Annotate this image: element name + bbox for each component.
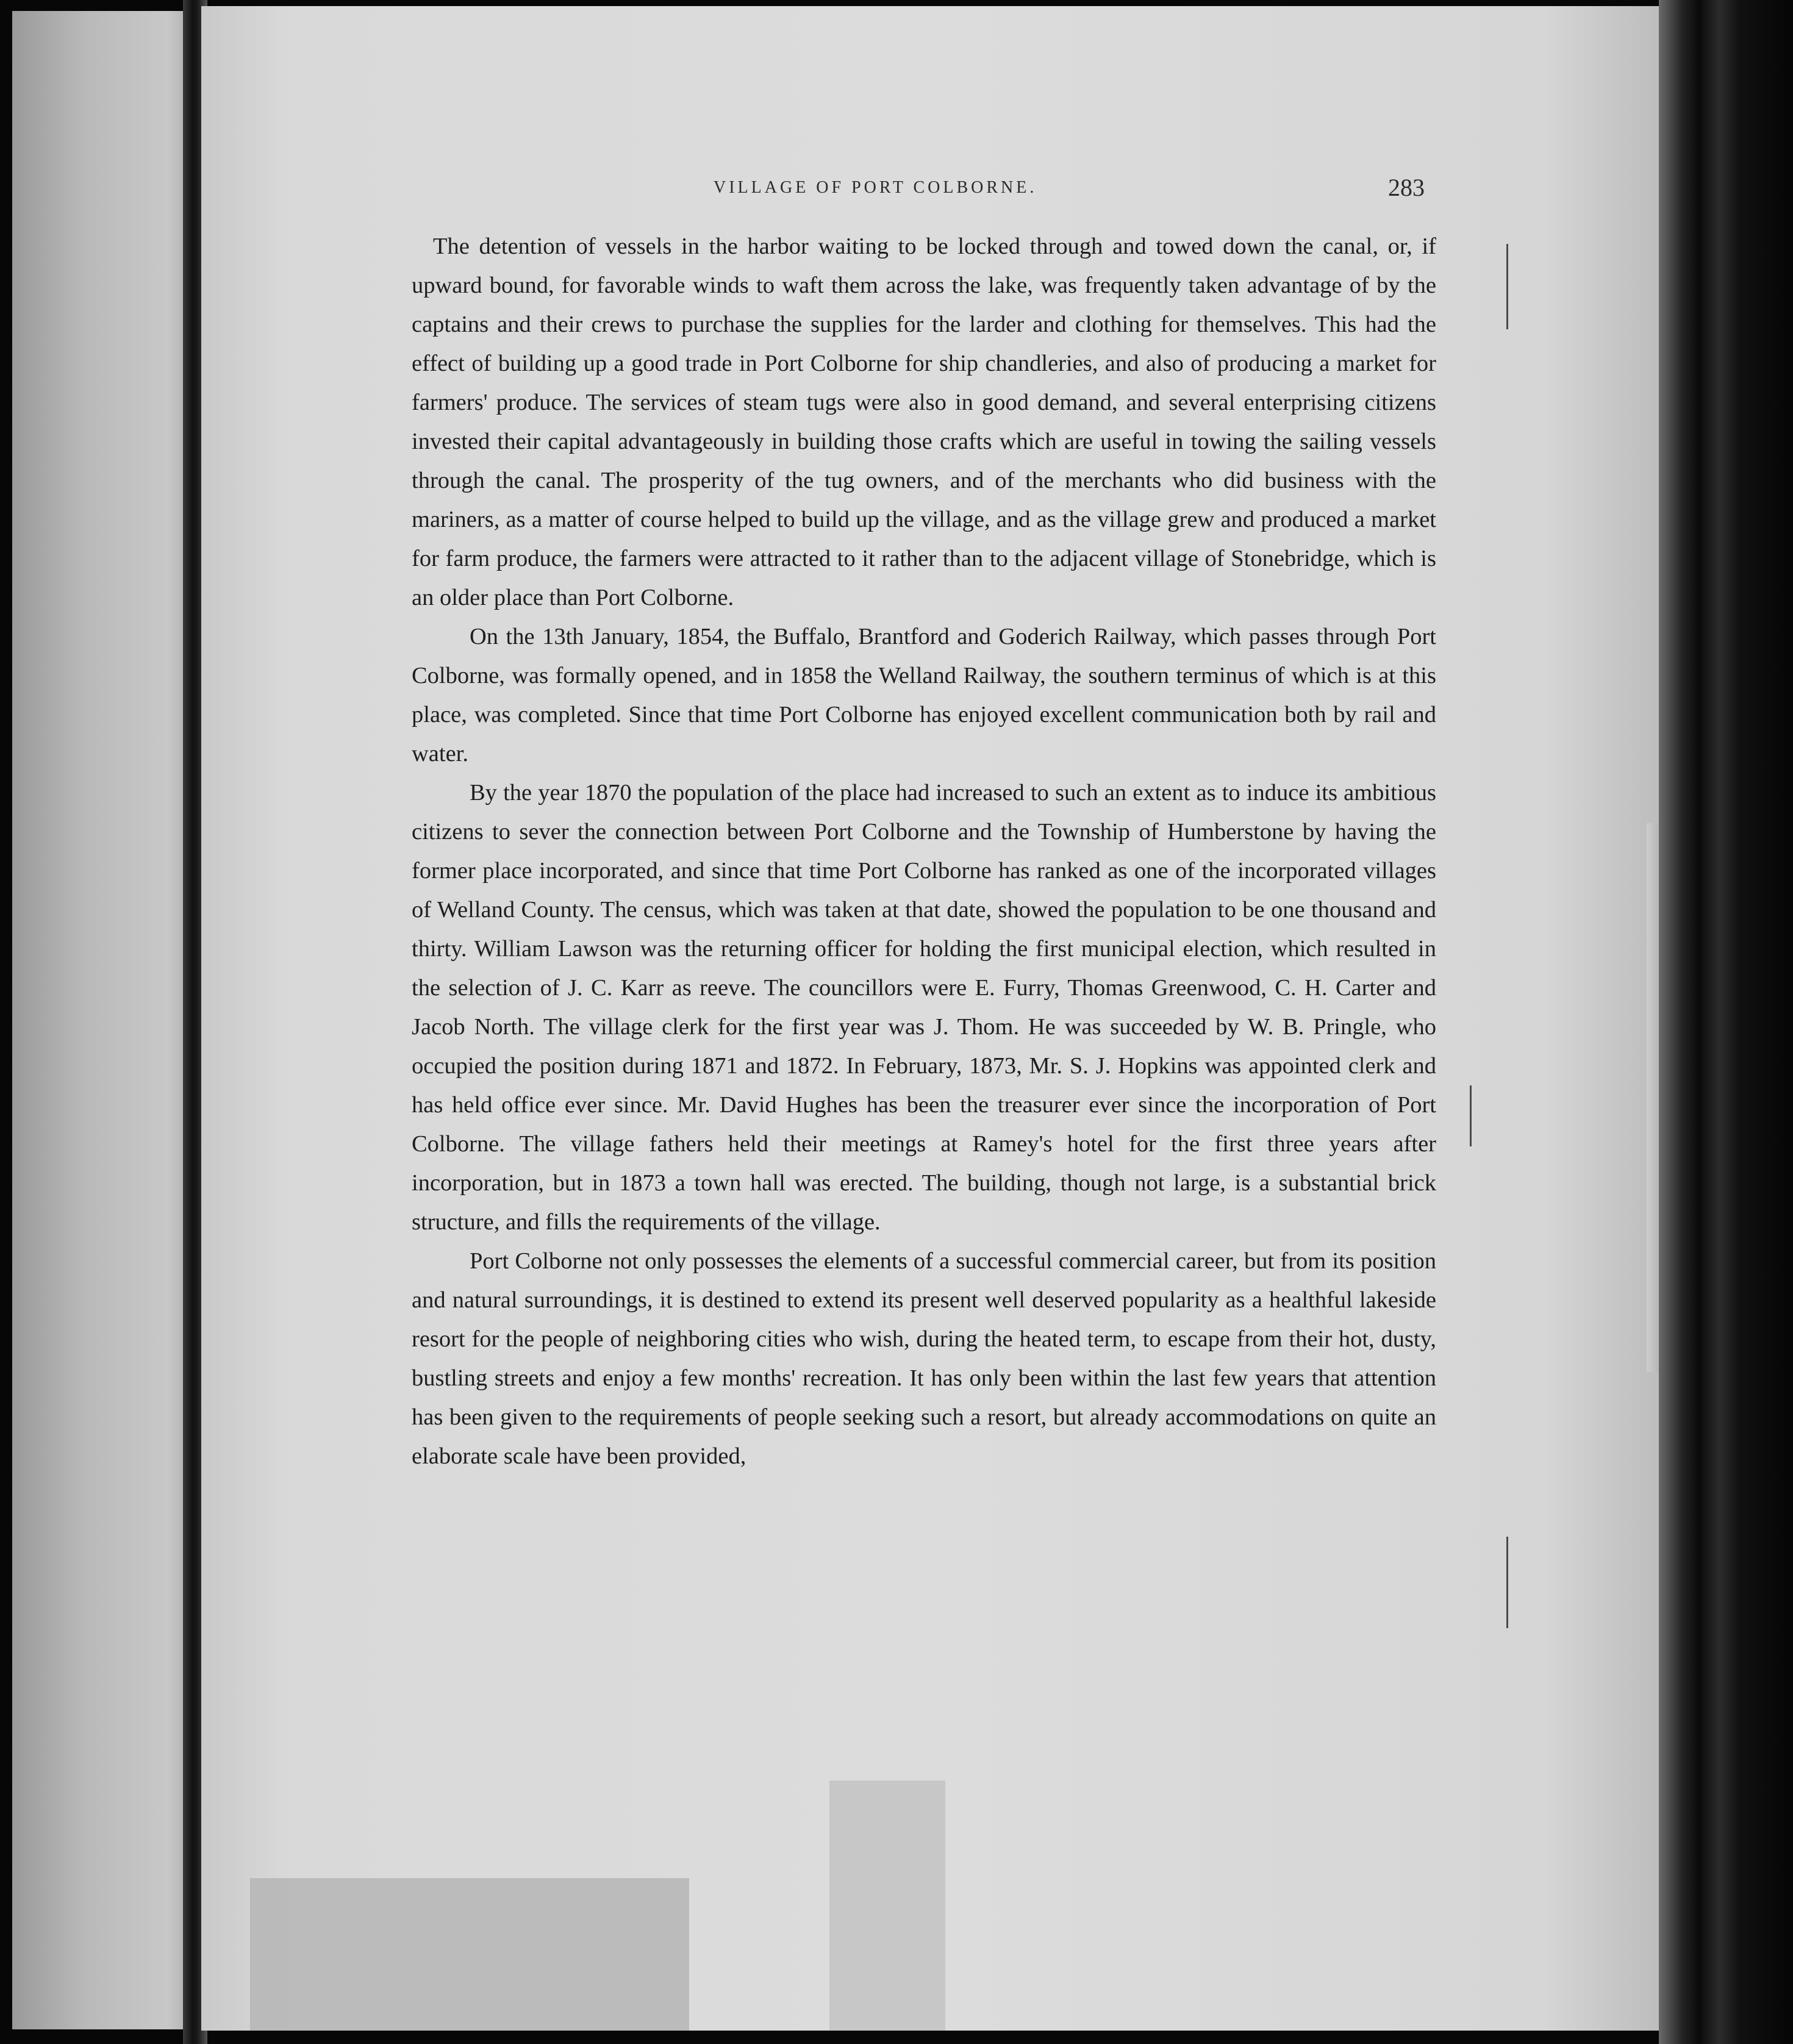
book-cover-edge	[1659, 0, 1793, 2044]
tape-patch-middle	[829, 1781, 945, 2031]
paragraph: On the 13th January, 1854, the Buffalo, Brantford and Goderich Railway, which passes through Port Colborne, was formally opened, and in 1858 the Welland Railway, the southern terminus of which is at this place, was completed. Since that time Port Colborne has enjoyed excellent communication both by rail and water.	[412, 624, 1436, 766]
left-facing-page	[12, 11, 195, 2029]
running-head: VILLAGE OF PORT COLBORNE.	[714, 178, 1037, 197]
paragraph: By the year 1870 the population of the place had increased to such an extent as to induce its ambitious citizens to sever the connection between Port Colborne and the Township of Humberstone by having the former place incorporated, and since that time Port Colborne has ranked as one of the incorporated villages of Welland County. The census, which was taken at that date, showed the population to be one thousand and thirty. William Lawson was the returning officer for holding the first municipal election, which resulted in the selection of J. C. Karr as reeve. The councillors were E. Furry, Thomas Greenwood, C. H. Carter and Jacob North. The village clerk for the first year was J. Thom. He was succeeded by W. B. Pringle, who occupied the position during 1871 and 1872. In February, 1873, Mr. S. J. Hopkins was appointed clerk and has held office ever since. Mr. David Hughes has been the treasurer ever since the incorporation of Port Colborne. The village fathers held their meetings at Ramey's hotel for the first three years after incorporation, but in 1873 a town hall was erected. The building, though not large, is a substantial brick structure, and fills the requirements of the village.	[412, 780, 1436, 1235]
tape-patch-left	[250, 1878, 689, 2031]
paragraph: Port Colborne not only possesses the elements of a successful commercial career, but from its position and natural surroundings, it is destined to extend its present well deserved popularity as a healthful lakeside resort for the people of neighboring cities who wish, during the heated term, to escape from their hot, dusty, bustling streets and enjoy a few months' recreation. It has only been within the last few years that attention has been given to the requirements of people seeking such a resort, but already accommodations on quite an elaborate scale have been provided,	[412, 1248, 1436, 1469]
paragraph: The detention of vessels in the harbor waiting to be locked through and towed down the canal, or, if upward bound, for favorable winds to waft them across the lake, was frequently taken advantage of by the captains and their crews to purchase the supplies for the larder and clothing for themselves. This had the effect of building up a good trade in Port Colborne for ship chandleries, and also of producing a market for farmers' produce. The services of steam tugs were also in good demand, and several enterprising citizens invested their capital advantageously in building those crafts which are useful in towing the sailing vessels through the canal. The prosperity of the tug owners, and of the merchants who did business with the mariners, as a matter of course helped to build up the village, and as the village grew and produced a market for farm produce, the farmers were attracted to it rather than to the adjacent village of Stonebridge, which is an older place than Port Colborne.	[412, 234, 1436, 610]
page-number: 283	[1388, 174, 1425, 201]
body-text	[412, 227, 1436, 1476]
margin-mark	[1470, 1085, 1472, 1146]
margin-mark	[1506, 1537, 1508, 1628]
margin-mark	[1506, 244, 1508, 329]
